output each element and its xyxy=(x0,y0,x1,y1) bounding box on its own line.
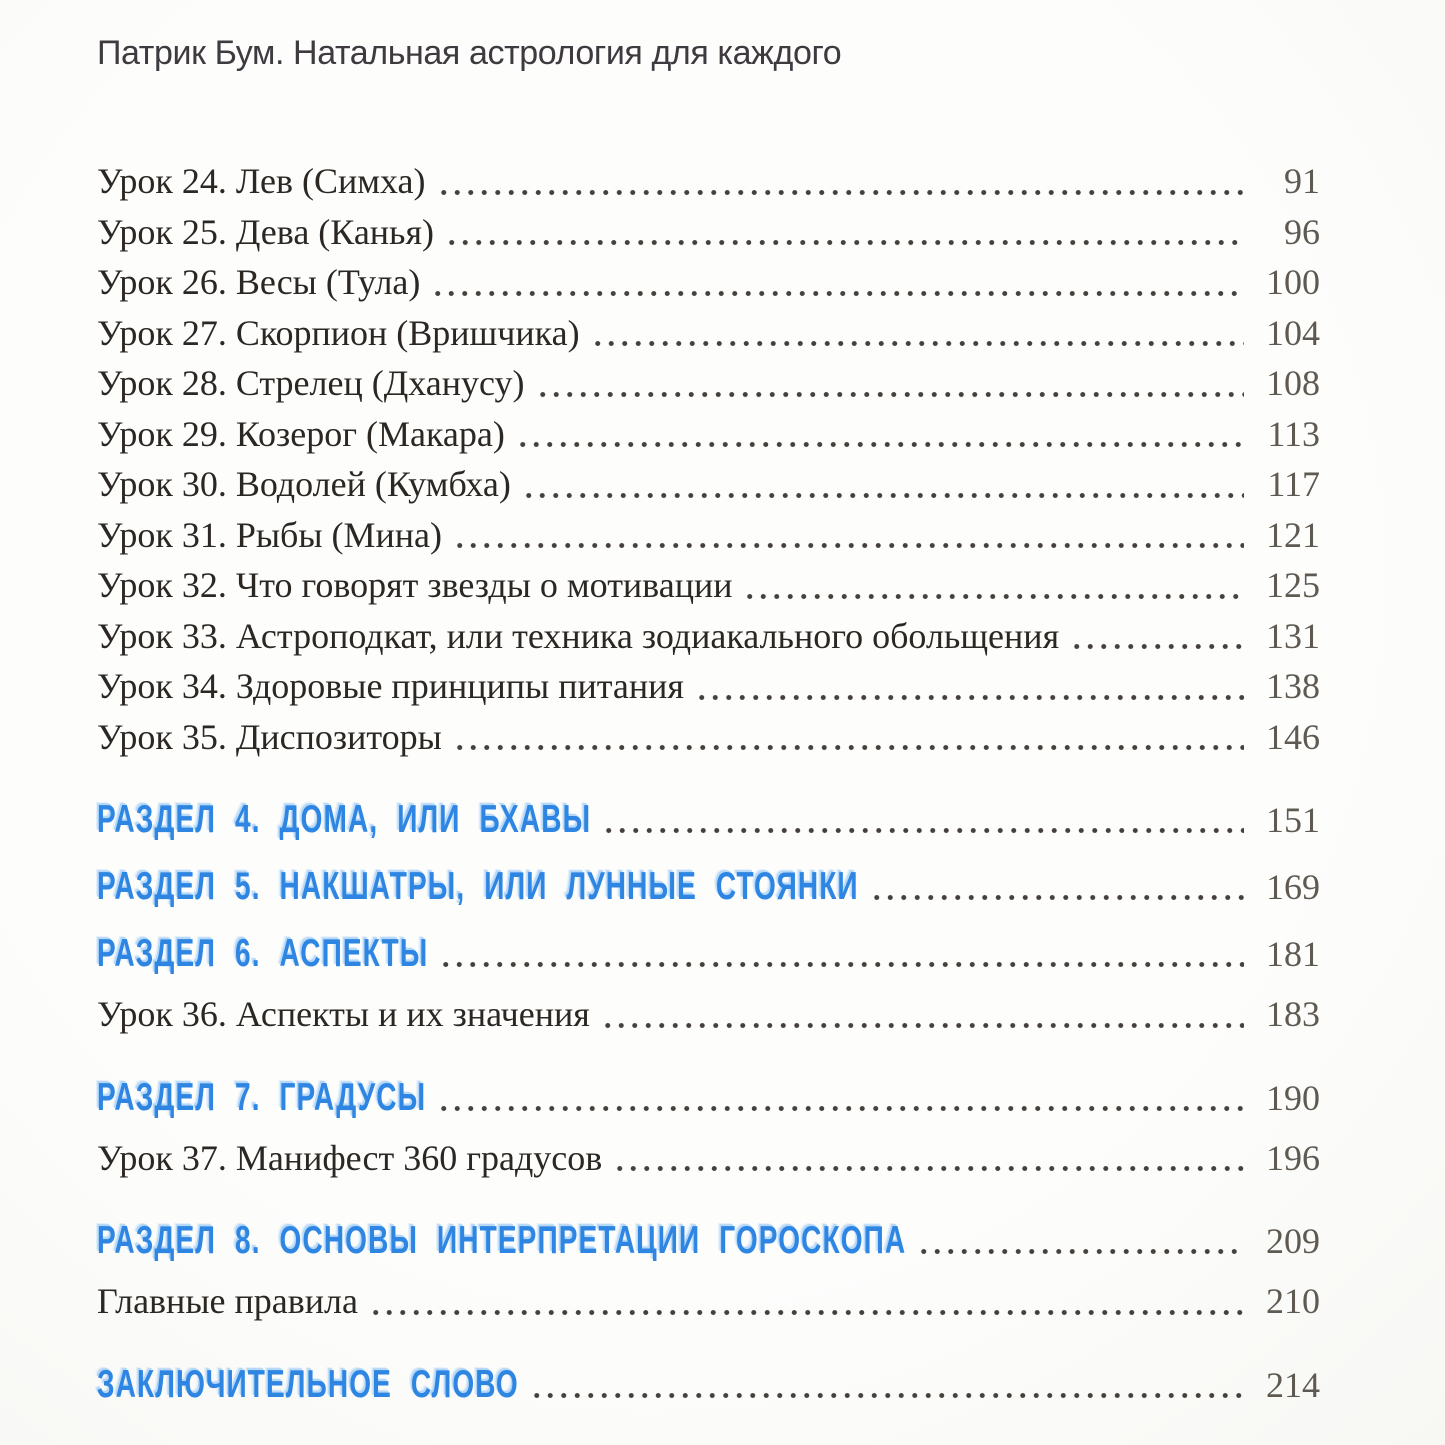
dot-leader xyxy=(451,712,1244,763)
toc-section-title: РАЗДЕЛ 6. АСПЕКТЫ xyxy=(97,932,429,975)
toc-entry-title: Урок 35. Диспозиторы xyxy=(97,716,442,757)
toc-entry-row xyxy=(97,257,1320,308)
dot-leader xyxy=(429,257,1244,308)
dot-leader xyxy=(1068,611,1244,662)
toc-entry-title: Урок 33. Астроподкат, или техника зодиакального обольщения xyxy=(97,615,1060,656)
dot-leader xyxy=(520,459,1244,510)
toc-entry-page-number: 117 xyxy=(1267,464,1320,504)
toc-entry-row xyxy=(97,156,1320,207)
toc-entry-row xyxy=(97,1276,1320,1327)
toc-entry-title: Урок 32. Что говорят звезды о мотивации xyxy=(97,565,733,605)
toc-entry-page-number: 121 xyxy=(1266,514,1320,555)
toc-entry-title: Урок 37. Манифест 360 градусов xyxy=(97,1137,603,1178)
toc-entry-title: Урок 30. Водолей (Кумбха) xyxy=(97,464,511,504)
toc-section-row xyxy=(97,862,1320,912)
dot-leader xyxy=(451,510,1244,561)
toc-entry-row xyxy=(97,661,1320,712)
dot-leader xyxy=(534,358,1244,409)
toc-entry-title: Главные правила xyxy=(97,1281,358,1321)
toc-section-title: РАЗДЕЛ 5. НАКШАТРЫ, ИЛИ ЛУННЫЕ СТОЯНКИ xyxy=(97,865,859,908)
dot-leader xyxy=(367,1276,1244,1327)
toc-entry-title: Урок 25. Дева (Канья) xyxy=(97,211,435,252)
dot-leader xyxy=(915,1216,1244,1266)
toc-entry-row xyxy=(97,1133,1320,1184)
table-of-contents xyxy=(97,156,1320,1410)
dot-leader xyxy=(600,795,1244,845)
dot-leader xyxy=(589,308,1244,359)
toc-entry-page-number: 108 xyxy=(1266,363,1320,403)
dot-leader xyxy=(868,862,1244,912)
toc-entry-title: Урок 28. Стрелец (Дханусу) xyxy=(97,363,525,403)
toc-section-row xyxy=(97,1360,1320,1410)
toc-entry-title: Урок 31. Рыбы (Мина) xyxy=(97,514,443,555)
toc-entry-title: Урок 24. Лев (Симха) xyxy=(97,161,426,201)
dot-leader xyxy=(514,409,1244,460)
toc-section-row xyxy=(97,929,1320,979)
toc-entry-page-number: 100 xyxy=(1266,262,1320,302)
toc-entry-page-number: 113 xyxy=(1267,413,1320,454)
toc-entry-row xyxy=(97,409,1320,460)
toc-section-title: РАЗДЕЛ 4. ДОМА, ИЛИ БХАВЫ xyxy=(97,798,592,841)
page-header-title: Патрик Бум. Натальная астрология для каждого xyxy=(97,34,842,72)
toc-entry-page-number: 151 xyxy=(1266,800,1320,840)
toc-entry-title: Урок 36. Аспекты и их значения xyxy=(97,994,590,1034)
toc-entry-page-number: 91 xyxy=(1284,161,1320,201)
toc-entry-page-number: 125 xyxy=(1266,565,1320,605)
dot-leader xyxy=(611,1133,1244,1184)
toc-entry-title: Урок 27. Скорпион (Вришчика) xyxy=(97,312,580,353)
dot-leader xyxy=(443,207,1244,258)
toc-entry-page-number: 196 xyxy=(1266,1137,1320,1178)
dot-leader xyxy=(599,989,1244,1040)
toc-section-row xyxy=(97,795,1320,845)
toc-entry-page-number: 96 xyxy=(1284,211,1320,252)
toc-entry-row xyxy=(97,207,1320,258)
toc-entry-title: Урок 29. Козерог (Макара) xyxy=(97,413,505,454)
toc-entry-page-number: 181 xyxy=(1266,934,1320,974)
toc-entry-row xyxy=(97,712,1320,763)
toc-entry-page-number: 138 xyxy=(1266,666,1320,706)
toc-section-row xyxy=(97,1216,1320,1266)
dot-leader xyxy=(435,156,1245,207)
dot-leader xyxy=(693,661,1244,712)
toc-entry-page-number: 209 xyxy=(1266,1221,1320,1261)
toc-section-title: РАЗДЕЛ 7. ГРАДУСЫ xyxy=(97,1075,427,1119)
toc-entry-page-number: 104 xyxy=(1266,312,1320,353)
toc-entry-page-number: 169 xyxy=(1266,867,1320,907)
toc-entry-page-number: 183 xyxy=(1266,994,1320,1034)
toc-entry-row xyxy=(97,358,1320,409)
toc-entry-row xyxy=(97,611,1320,662)
toc-entry-page-number: 146 xyxy=(1266,716,1320,757)
dot-leader xyxy=(435,1073,1244,1123)
toc-entry-page-number: 210 xyxy=(1266,1281,1320,1321)
toc-entry-page-number: 214 xyxy=(1266,1364,1320,1405)
toc-section-row xyxy=(97,1073,1320,1123)
toc-entry-row xyxy=(97,308,1320,359)
toc-entry-row xyxy=(97,459,1320,510)
toc-entry-title: Урок 34. Здоровые принципы питания xyxy=(97,666,684,706)
toc-entry-row xyxy=(97,560,1320,611)
dot-leader xyxy=(528,1360,1244,1410)
toc-entry-page-number: 131 xyxy=(1266,615,1320,656)
dot-leader xyxy=(437,929,1244,979)
toc-entry-row xyxy=(97,989,1320,1040)
toc-section-title: РАЗДЕЛ 8. ОСНОВЫ ИНТЕРПРЕТАЦИИ ГОРОСКОПА xyxy=(97,1219,907,1262)
toc-entry-page-number: 190 xyxy=(1266,1077,1320,1118)
toc-entry-row xyxy=(97,510,1320,561)
toc-section-title: ЗАКЛЮЧИТЕЛЬНОЕ СЛОВО xyxy=(97,1362,519,1406)
toc-entry-title: Урок 26. Весы (Тула) xyxy=(97,262,421,302)
dot-leader xyxy=(741,560,1244,611)
